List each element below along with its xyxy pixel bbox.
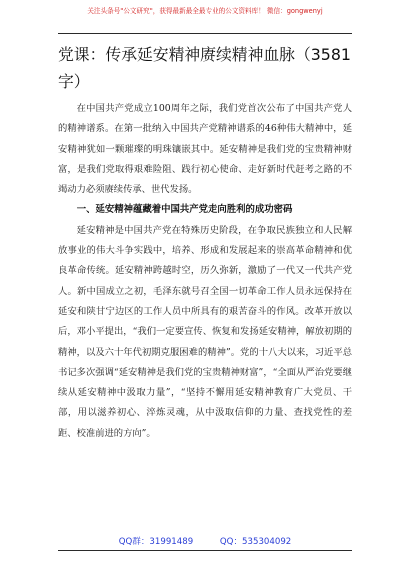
- footer-divider: [58, 550, 352, 551]
- footer-qq-group: QQ群：31991489: [118, 537, 194, 547]
- header-divider: [58, 33, 352, 34]
- document-title: 党课：传承延安精神赓续精神血脉（3581字）: [58, 45, 351, 91]
- body-paragraph: 延安精神是中国共产党在特殊历史阶段，在争取民族独立和人民解放事业的伟大斗争实践中，培养、形成和发展起来的崇高革命精神和优良革命传统。延安精神跨越时空，历久弥新，激励了一代又一代共产党人。新中国成立之初，毛泽东就号召全国一切革命工作人员永远保持在延安和陕甘宁边区的工作人员中所具有的艰苦奋斗的作风。改革开放以后，邓小平提出，“我们一定要宣传、恢复和发扬延安精神，解放初期的精神，以及六十年代初期克服困难的精神”。党的十八大以来，习近平总书记多次强调“延安精神是我们党的宝贵精神财富”，“全面从严治党要继续从延安精神中汲取力量”，“坚持不懈用延安精神教育广大党员、干部，用以滋养初心、淬炼灵魂，从中汲取信仰的力量、查找党性的差距、校准前进的方向”。: [58, 224, 352, 439]
- intro-paragraph: 在中国共产党成立100周年之际，我们党首次公布了中国共产党人的精神谱系。在第一批纳入中国共产党精神谱系的46种伟大精神中，延安精神犹如一颗璀璨的明珠镶嵌其中。延安精神是我们党的宝贵精神财富，是我们党取得艰难险阻、践行初心使命、走好新时代赶考之路的不竭动力必须赓续传承、世代发扬。: [58, 103, 352, 196]
- header-banner: 关注头条号"公文研究"，获得最新最全最专业的公文资料库！ 微信：gongwenyj: [87, 7, 323, 15]
- footer-contacts: [58, 535, 352, 549]
- section-heading: 一、延安精神蕴藏着中国共产党走向胜利的成功密码: [76, 204, 293, 216]
- document-body: [58, 99, 352, 444]
- footer-qq: QQ：535304092: [219, 537, 292, 547]
